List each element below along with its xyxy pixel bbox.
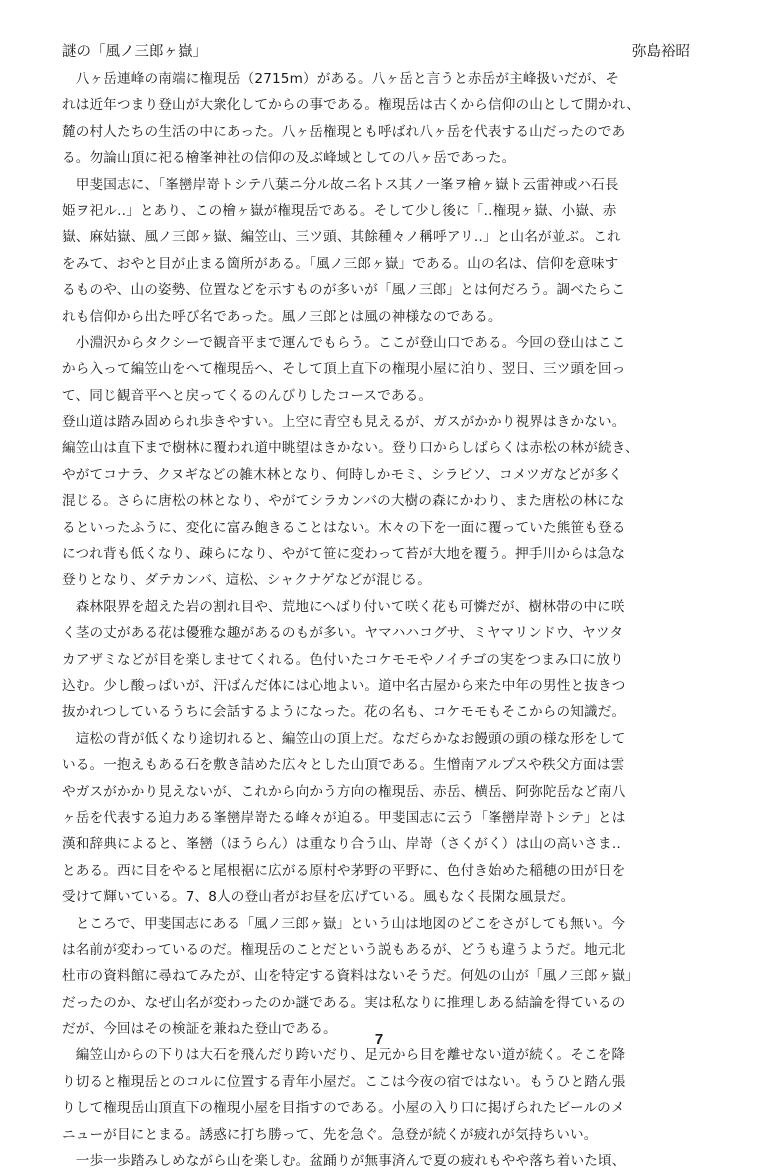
text-line: るといったふうに、変化に富み飽きることはない。木々の下を一面に覆っていた熊笹も登る	[62, 519, 626, 536]
text-line: ニューが目にとまる。誘惑に打ち勝って、先を急ぐ。急登が続くが疲れが気持ちいい。	[62, 1126, 598, 1143]
text-line: 登山道は踏み固められ歩きやすい。上空に青空も見えるが、ガスがかかり視界はきかない。	[62, 414, 626, 431]
text-line: 八ヶ岳連峰の南端に権現岳（2715m）がある。八ヶ岳と言うと赤岳が主峰扱いだが、そ	[62, 71, 620, 87]
text-line: 麓の村人たちの生活の中にあった。八ヶ岳権現とも呼ばれ八ヶ岳を代表する山だったのであ	[62, 123, 626, 140]
text-line: 嶽、麻姑嶽、風ノ三郎ヶ嶽、編笠山、三ツ頭、其餘種々ノ稱呼アリ‥」と山名が並ぶ。これ	[62, 229, 621, 246]
text-line: とある。西に目をやると尾根裾に広がる原村や茅野の平野に、色付き始めた稲穂の田が日を	[62, 862, 626, 879]
text-line: 編笠山からの下りは大石を飛んだり跨いだり、足元から目を離せない道が続く。そこを降	[62, 1047, 626, 1064]
essay-body	[62, 66, 702, 1174]
text-line: 抜かれつしているうちに会話するようになった。花の名も、コケモモもそこからの知識だ。	[62, 704, 626, 721]
text-line: 登りとなり、ダテカンバ、這松、シャクナゲなどが混じる。	[62, 572, 432, 589]
text-line: 編笠山は直下まで樹林に覆われ道中眺望はきかない。登り口からしばらくは赤松の林が続き、	[62, 440, 639, 457]
text-line: 込む。少し酸っぱいが、汗ばんだ体には心地よい。道中名古屋から来た中年の男性と抜きつ	[62, 677, 626, 694]
text-line: 甲斐国志に、「峯巒岸嵜トシテ八葉ニ分ル故ニ名トス其ノ一峯ヲ檜ヶ嶽ト云雷神或ハ石長	[62, 176, 619, 193]
text-line: る。勿論山頂に祀る檜峯神社の信仰の及ぶ峰域としての八ヶ岳であった。	[62, 150, 516, 167]
text-line: るものや、山の姿勢、位置などを示すものが多いが「風ノ三郎」とは何だろう。調べたらこ	[62, 282, 626, 299]
text-line: 漢和辞典によると、峯巒（ほうらん）は重なり合う山、岸嵜（さくがく）は山の高いさま‥	[62, 836, 621, 853]
text-line: く茎の丈がある花は優雅な趣があるのもが多い。ヤマハハコグサ、ミヤマリンドウ、ヤツタ	[62, 625, 624, 642]
text-line: 混じる。さらに唐松の林となり、やがてシラカンバの大樹の森にかわり、また唐松の林にな	[62, 493, 625, 510]
text-line: カアザミなどが目を楽しませてくれる。色付いたコケモモやノイチゴの実をつまみ口に放り	[62, 651, 624, 668]
text-line: 森林限界を超えた岩の割れ目や、荒地にへばり付いて咲く花も可憐だが、樹林帯の中に咲	[62, 598, 625, 615]
text-line: 一歩一歩踏みしめながら山を楽しむ。盆踊りが無事済んで夏の疲れもやや落ち着いた頃、	[62, 1153, 626, 1170]
text-line: だったのか、なぜ山名が変わったのか謎である。実は私なりに推理しある結論を得ているの	[62, 994, 626, 1011]
text-line: やガスがかかり見えないが、これから向かう方向の権現岳、赤岳、横岳、阿弥陀岳など南八	[62, 783, 626, 800]
essay-title: 謎の「風ノ三郎ヶ嶽」	[62, 44, 207, 60]
text-line: いる。一抱えもある石を敷き詰めた広々とした山頂である。生憎南アルプスや秩父方面は雲	[62, 757, 625, 774]
page-header	[62, 40, 698, 64]
text-line: 小淵沢からタクシーで観音平まで運んでもらう。ここが登山口である。今回の登山はここ	[62, 334, 626, 351]
text-line: 姫ヲ祀ル‥」とあり、この檜ヶ嶽が権現岳である。そして少し後に「‥権現ヶ嶽、小嶽、赤	[62, 202, 617, 219]
author-name: 弥島裕昭	[632, 44, 690, 60]
text-line: ところで、甲斐国志にある「風ノ三郎ヶ嶽」という山は地図のどこをさがしても無い。今	[62, 915, 626, 932]
text-line: から入って編笠山をへて権現岳へ、そして頂上直下の権現小屋に泊り、翌日、三ツ頭を回っ	[62, 361, 626, 378]
text-line: 杜市の資料館に尋ねてみたが、山を特定する資料はないそうだ。何処の山が「風ノ三郎ヶ嶽」	[62, 968, 639, 985]
text-line: をみて、おやと目が止まる箇所がある。「風ノ三郎ヶ嶽」である。山の名は、信仰を意味す	[62, 255, 619, 272]
text-line: は名前が変わっているのだ。権現岳のことだという説もあるが、どうも違うようだ。地元北	[62, 941, 626, 958]
text-line: につれ背も低くなり、疎らになり、やがて笹に変わって苔が大地を覆う。押手川からは急な	[62, 546, 626, 563]
text-line: り切ると権現岳とのコルに位置する青年小屋だ。ここは今夜の宿ではない。もうひと踏ん張	[62, 1073, 626, 1090]
text-line: ヶ岳を代表する迫力ある峯巒岸嵜たる峰々が迫る。甲斐国志に云う「峯巒岸嵜トシテ」とは	[62, 809, 626, 826]
text-line: 受けて輝いている。7、8人の登山者がお昼を広げている。風もなく長閑な風景だ。	[62, 889, 575, 906]
text-line: れは近年つまり登山が大衆化してからの事である。権現岳は古くから信仰の山として開かれ、	[62, 97, 641, 114]
text-line: やがてコナラ、クヌギなどの雑木林となり、何時しかモミ、シラビソ、コメツガなどが多く	[62, 466, 623, 483]
page-number: 7	[374, 1031, 384, 1048]
text-line: だが、今回はその検証を兼ねた登山である。	[62, 1021, 337, 1038]
text-line: 這松の背が低くなり途切れると、編笠山の頂上だ。なだらかなお饅頭の頭の様な形をして	[62, 730, 626, 747]
text-line: て、同じ観音平へと戻ってくるのんびりしたコースである。	[62, 387, 433, 404]
text-line: れも信仰から出た呼び名であった。風ノ三郎とは風の神様なのである。	[62, 308, 502, 325]
text-line: りして権現岳山頂直下の権現小屋を目指すのである。小屋の入り口に掲げられたビールのメ	[62, 1100, 625, 1117]
